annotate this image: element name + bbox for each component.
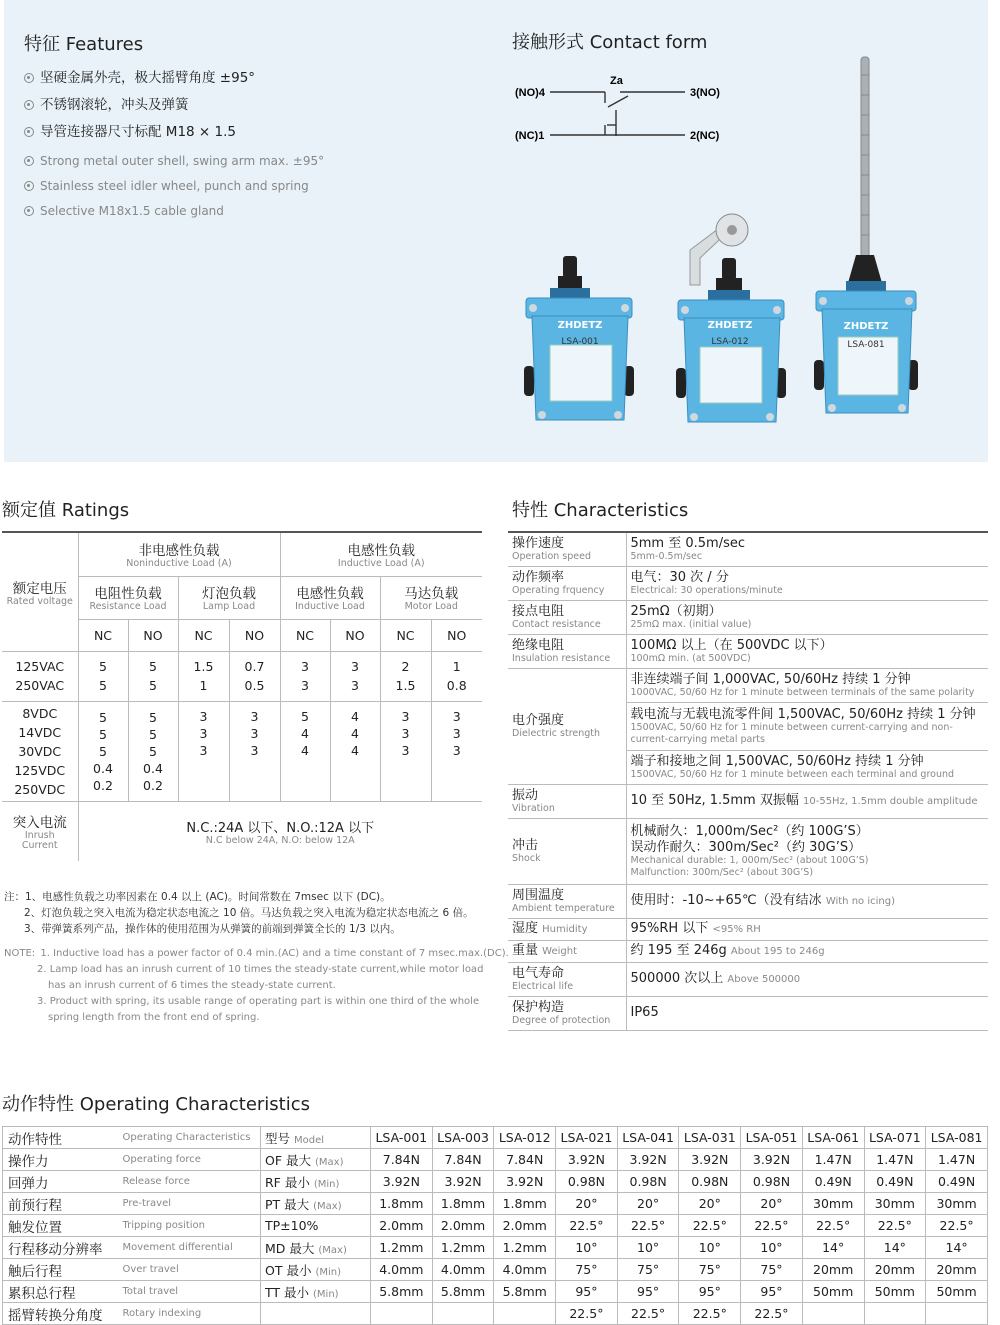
bullet-icon	[24, 127, 34, 137]
char-row: 操作速度 Operation speed 5mm 至 0.5m/sec 5mm-0.5m/sec	[508, 532, 988, 566]
value-cell: 7.84N	[432, 1149, 494, 1171]
life-row: 电气寿命 Electrical life 500000 次以上 Above 500000	[508, 962, 988, 996]
ac-row: 125VAC 250VAC 5 5 5 5 1.5 1 0.7 0.5 3 3 3 3 2 1.5 1 0.8	[2, 651, 482, 701]
row-code: MD 最大 (Max)	[261, 1237, 371, 1259]
characteristics-title: 特性 Characteristics	[512, 500, 689, 521]
nc-col: NC	[280, 619, 330, 651]
operating-row	[3, 1281, 988, 1303]
value-cell: 75°	[741, 1259, 803, 1281]
nc-col: NC	[380, 619, 431, 651]
nc-col: NC	[178, 619, 229, 651]
feature-cn-2: 不锈钢滚轮，冲头及弹簧	[24, 93, 189, 113]
value-cell: 7.84N	[371, 1149, 433, 1171]
value-cell: 1.47N	[802, 1149, 864, 1171]
value-cell: 0.49N	[864, 1171, 926, 1193]
operating-row	[3, 1149, 988, 1171]
row-label: 触后行程	[3, 1259, 121, 1281]
value-cell: 20mm	[802, 1259, 864, 1281]
feature-cn-3: 导管连接器尺寸标配 M18 × 1.5	[24, 120, 236, 140]
value-cell: 1.8mm	[371, 1193, 433, 1215]
row-label: 摇臂转换分角度	[3, 1303, 121, 1325]
contact-form-diagram	[510, 70, 760, 150]
product-lsa-001	[520, 250, 640, 430]
contact-form-title: 接触形式 Contact form	[512, 32, 708, 53]
value-cell: 5.8mm	[371, 1281, 433, 1303]
row-label-en: Total travel	[121, 1281, 261, 1303]
motor-load-header: 马达负载 Motor Load	[380, 576, 482, 619]
characteristics-table	[508, 531, 988, 1031]
no-col: NO	[330, 619, 380, 651]
bullet-icon	[24, 181, 34, 191]
value-cell: 5.8mm	[494, 1281, 556, 1303]
model-header-lsa-041: LSA-041	[617, 1127, 679, 1149]
value-cell: 10°	[679, 1237, 741, 1259]
operating-row	[3, 1259, 988, 1281]
dc-row: 8VDC 14VDC 30VDC 125VDC 250VDC 5 5 5 0.4 0.2 5 5 5 0.4 0.2 3 3 3 3 3 3 5 4 4 4 4 4 3 3 3 3 3 3	[2, 701, 482, 801]
product-brand: ZHDETZ	[557, 320, 603, 331]
bullet-icon	[24, 73, 34, 83]
row-code: PT 最大 (Max)	[261, 1193, 371, 1215]
value-cell: 5.8mm	[432, 1281, 494, 1303]
value-cell: 2.0mm	[432, 1215, 494, 1237]
value-cell: 22.5°	[741, 1215, 803, 1237]
value-cell: 22.5°	[741, 1303, 803, 1325]
value-cell: 10°	[617, 1237, 679, 1259]
row-label: 前预行程	[3, 1193, 121, 1215]
row-label: 触发位置	[3, 1215, 121, 1237]
value-cell: 20°	[556, 1193, 618, 1215]
value-cell: 3.92N	[494, 1171, 556, 1193]
value-cell: 1.47N	[864, 1149, 926, 1171]
feature-cn-1: 坚硬金属外壳，极大摇臂角度 ±95°	[24, 66, 255, 86]
row-label-en: Release force	[121, 1171, 261, 1193]
shock-row: 冲击 Shock 机械耐久：1,000m/Sec²（约 100G’S） 误动作耐久：300m/Sec²（约 30G’S） Mechanical durable: 1, 000m/Sec² (about 100G’S) Malfunction: 300m/Sec² (about 30G’S)	[508, 818, 988, 884]
humidity-row: 湿度 Humidity 95%RH 以下 <95% RH	[508, 918, 988, 940]
no-col: NO	[229, 619, 280, 651]
value-cell: 1.8mm	[494, 1193, 556, 1215]
value-cell	[371, 1303, 433, 1325]
value-cell: 7.84N	[494, 1149, 556, 1171]
product-lsa-081	[810, 55, 930, 435]
char-row: 绝缘电阻 Insulation resistance 100MΩ 以上（在 500VDC 以下） 100mΩ min. (at 500VDC)	[508, 634, 988, 668]
feature-en-2: Stainless steel idler wheel, punch and spring	[24, 179, 309, 193]
value-cell: 22.5°	[617, 1215, 679, 1237]
value-cell: 4.0mm	[494, 1259, 556, 1281]
value-cell: 0.98N	[556, 1171, 618, 1193]
row-code	[261, 1303, 371, 1325]
value-cell: 75°	[679, 1259, 741, 1281]
value-cell: 4.0mm	[432, 1259, 494, 1281]
ratings-title: 额定值 Ratings	[2, 500, 130, 521]
row-label: 操作力	[3, 1149, 121, 1171]
row-label-en: Over travel	[121, 1259, 261, 1281]
value-cell: 1.2mm	[371, 1237, 433, 1259]
value-cell: 20mm	[926, 1259, 988, 1281]
value-cell	[864, 1303, 926, 1325]
label-nc1: (NC)1	[515, 130, 545, 142]
product-model: LSA-012	[711, 337, 749, 347]
notes-cn: 注：1、电感性负载之功率因素在 0.4 以上 (AC)。时间常数在 7msec 以下 (DC)。 2、灯泡负载之突入电流为稳定状态电流之 10 倍。马达负载之突入电流为稳定状态电流之 6 倍。 3、带弹簧系列产品，操作体的使用范围为从弹簧的前端到弹簧全长的 1/3 以内。	[4, 891, 474, 935]
vibration-row: 振动 Vibration 10 至 50Hz, 1.5mm 双振幅 10-55Hz, 1.5mm double amplitude	[508, 784, 988, 818]
dielectric-row: 载电流与无载电流零件间 1,500VAC, 50/60Hz 持续 1 分钟 1500VAC, 50/60 Hz for 1 minute between current-carrying and non- current-carrying metal parts	[508, 702, 988, 750]
value-cell: 4.0mm	[371, 1259, 433, 1281]
value-cell: 0.98N	[741, 1171, 803, 1193]
product-brand: ZHDETZ	[843, 321, 889, 332]
row-label: 行程移动分辨率	[3, 1237, 121, 1259]
value-cell: 22.5°	[679, 1303, 741, 1325]
row-label: 累积总行程	[3, 1281, 121, 1303]
row-label: 回弹力	[3, 1171, 121, 1193]
label-no3: 3(NO)	[690, 87, 720, 99]
weight-row: 重量 Weight 约 195 至 246g About 195 to 246g	[508, 940, 988, 962]
operating-row	[3, 1237, 988, 1259]
row-label-en: Operating force	[121, 1149, 261, 1171]
product-illustration	[810, 55, 930, 435]
value-cell: 30mm	[802, 1193, 864, 1215]
row-code: TT 最小 (Min)	[261, 1281, 371, 1303]
operating-title: 动作特性 Operating Characteristics	[2, 1094, 311, 1115]
model-header-lsa-081: LSA-081	[926, 1127, 988, 1149]
value-cell: 3.92N	[432, 1171, 494, 1193]
value-cell: 0.49N	[802, 1171, 864, 1193]
value-cell: 14°	[864, 1237, 926, 1259]
row-label-en: Rotary indexing	[121, 1303, 261, 1325]
notes-en: NOTE: 1. Inductive load has a power factor of 0.4 min.(AC) and a time constant of 7 msec.max.(DC). 2. Lamp load has an inrush current of 10 times the steady-state current,while motor load has an inrush current of 6 times the steady-state current. 3. Product with spring, its usable range of operating part is within one third of the whole spring length from the front end of spring.	[4, 948, 509, 1023]
feature-en-1: Strong metal outer shell, swing arm max. ±95°	[24, 154, 324, 168]
model-header-lsa-001: LSA-001	[371, 1127, 433, 1149]
value-cell	[432, 1303, 494, 1325]
char-row: 动作频率 Operating frquency 电气：30 次 / 分 Electrical: 30 operations/minute	[508, 566, 988, 600]
row-label-en: Movement differential	[121, 1237, 261, 1259]
rated-voltage-header: 额定电压 Rated voltage	[2, 532, 78, 651]
product-model: LSA-081	[847, 340, 885, 350]
row-code: TP±10%	[261, 1215, 371, 1237]
value-cell: 1.8mm	[432, 1193, 494, 1215]
value-cell: 20°	[617, 1193, 679, 1215]
value-cell: 0.98N	[679, 1171, 741, 1193]
value-cell: 75°	[556, 1259, 618, 1281]
value-cell: 22.5°	[926, 1215, 988, 1237]
value-cell: 10°	[741, 1237, 803, 1259]
model-header-lsa-071: LSA-071	[864, 1127, 926, 1149]
value-cell	[802, 1303, 864, 1325]
value-cell: 0.49N	[926, 1171, 988, 1193]
label-no4: (NO)4	[515, 87, 545, 99]
label-nc2: 2(NC)	[690, 130, 720, 142]
value-cell: 3.92N	[556, 1149, 618, 1171]
feature-en-3: Selective M18x1.5 cable gland	[24, 204, 224, 218]
model-header-lsa-061: LSA-061	[802, 1127, 864, 1149]
inrush-row: 突入电流 Inrush Current N.C.:24A 以下、N.O.:12A 以下 N.C below 24A, N.O: below 12A	[2, 801, 482, 861]
value-cell: 20°	[679, 1193, 741, 1215]
bullet-icon	[24, 156, 34, 166]
row-label-en: Pre-travel	[121, 1193, 261, 1215]
row-label-en: Tripping position	[121, 1215, 261, 1237]
value-cell: 2.0mm	[494, 1215, 556, 1237]
value-cell: 50mm	[926, 1281, 988, 1303]
operating-table	[2, 1126, 988, 1325]
dielectric-row: 电介强度 Dielectric strength 非连续端子间 1,000VAC, 50/60Hz 持续 1 分钟 1000VAC, 50/60 Hz for 1 minute between terminals of the same polarity	[508, 668, 988, 702]
bullet-icon	[24, 206, 34, 216]
protection-row: 保护构造 Degree of protection IP65	[508, 996, 988, 1030]
lamp-load-header: 灯泡负载 Lamp Load	[178, 576, 280, 619]
value-cell: 95°	[617, 1281, 679, 1303]
value-cell: 22.5°	[556, 1215, 618, 1237]
temp-row: 周围温度 Ambient temperature 使用时：-10~+65℃（没有结冰 With no icing)	[508, 884, 988, 918]
value-cell: 20mm	[864, 1259, 926, 1281]
nc-col: NC	[78, 619, 128, 651]
char-row: 接点电阻 Contact resistance 25mΩ（初期） 25mΩ max. (initial value)	[508, 600, 988, 634]
value-cell: 3.92N	[371, 1171, 433, 1193]
contact-lines	[550, 92, 685, 136]
no-col: NO	[128, 619, 178, 651]
model-header-lsa-003: LSA-003	[432, 1127, 494, 1149]
value-cell: 0.98N	[617, 1171, 679, 1193]
inductive-load-header: 电感性负载 Inductive Load	[280, 576, 380, 619]
value-cell: 14°	[926, 1237, 988, 1259]
value-cell: 10°	[556, 1237, 618, 1259]
model-header-lsa-021: LSA-021	[556, 1127, 618, 1149]
model-header-lsa-012: LSA-012	[494, 1127, 556, 1149]
value-cell: 20°	[741, 1193, 803, 1215]
model-header-lsa-051: LSA-051	[741, 1127, 803, 1149]
label-za: Za	[610, 75, 623, 87]
value-cell: 14°	[802, 1237, 864, 1259]
operating-header-row: 动作特性 Operating Characteristics 型号 Model LSA-001 LSA-003 LSA-012 LSA-021 LSA-041 LSA-031 LSA-051 LSA-061 LSA-071 LSA-081	[3, 1127, 988, 1149]
value-cell: 1.2mm	[494, 1237, 556, 1259]
value-cell: 30mm	[864, 1193, 926, 1215]
value-cell: 22.5°	[556, 1303, 618, 1325]
value-cell: 1.2mm	[432, 1237, 494, 1259]
operating-row	[3, 1171, 988, 1193]
row-code: OT 最小 (Min)	[261, 1259, 371, 1281]
model-header-lsa-031: LSA-031	[679, 1127, 741, 1149]
operating-row	[3, 1193, 988, 1215]
value-cell: 22.5°	[864, 1215, 926, 1237]
no-col: NO	[431, 619, 482, 651]
value-cell: 1.47N	[926, 1149, 988, 1171]
product-brand: ZHDETZ	[707, 320, 753, 331]
value-cell: 22.5°	[679, 1215, 741, 1237]
value-cell: 95°	[741, 1281, 803, 1303]
row-code: OF 最大 (Max)	[261, 1149, 371, 1171]
dielectric-row: 端子和接地之间 1,500VAC, 50/60Hz 持续 1 分钟 1500VAC, 50/60 Hz for 1 minute between each terminal and ground	[508, 750, 988, 784]
operating-row	[3, 1303, 988, 1325]
resistance-load-header: 电阻性负载 Resistance Load	[78, 576, 178, 619]
features-title: 特征 Features	[24, 34, 144, 55]
value-cell: 22.5°	[617, 1303, 679, 1325]
bullet-icon	[24, 100, 34, 110]
product-lsa-012	[670, 210, 790, 430]
operating-row	[3, 1215, 988, 1237]
ratings-table	[2, 531, 482, 861]
value-cell	[494, 1303, 556, 1325]
value-cell: 50mm	[864, 1281, 926, 1303]
inductive-header: 电感性负载 Inductive Load (A)	[280, 532, 482, 576]
value-cell: 2.0mm	[371, 1215, 433, 1237]
product-model: LSA-001	[561, 337, 599, 347]
value-cell: 3.92N	[741, 1149, 803, 1171]
value-cell: 30mm	[926, 1193, 988, 1215]
value-cell: 95°	[556, 1281, 618, 1303]
row-code: RF 最小 (Min)	[261, 1171, 371, 1193]
value-cell: 75°	[617, 1259, 679, 1281]
value-cell: 95°	[679, 1281, 741, 1303]
value-cell	[926, 1303, 988, 1325]
value-cell: 3.92N	[617, 1149, 679, 1171]
value-cell: 22.5°	[802, 1215, 864, 1237]
value-cell: 50mm	[802, 1281, 864, 1303]
noninductive-header: 非电感性负载 Noninductive Load (A)	[78, 532, 280, 576]
value-cell: 3.92N	[679, 1149, 741, 1171]
